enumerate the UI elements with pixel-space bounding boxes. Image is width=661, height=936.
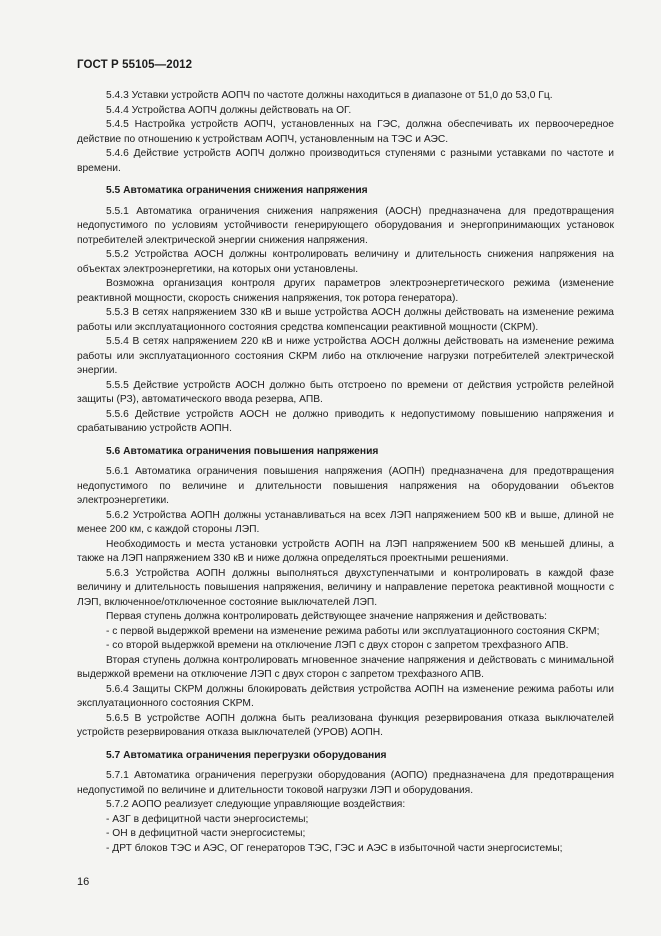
page-number: 16 [77, 876, 90, 888]
list-item-first-delay: - с первой выдержкой времени на изменение режима работы или эксплуатационного состояния СКРМ; [106, 625, 600, 637]
paragraph-5-6-2: 5.6.2 Устройства АОПН должны устанавливаться на всех ЛЭП напряжением 500 кВ и выше, длиной не менее 200 км, с каждой стороны ЛЭП. [77, 509, 614, 535]
section-heading-5-6: 5.6 Автоматика ограничения повышения напряжения [106, 445, 379, 457]
paragraph-5-4-3: 5.4.3 Уставки устройств АОПЧ по частоте должны находиться в диапазоне от 51,0 до 53,0 Гц. [106, 90, 553, 101]
list-item-drt: - ДРТ блоков ТЭС и АЭС, ОГ генераторов ТЭС, ГЭС и АЭС в избыточной части энергосистемы; [106, 842, 563, 854]
paragraph-5-7-2: 5.7.2 АОПО реализует следующие управляющие воздействия: [106, 799, 406, 810]
list-item-on: - ОН в дефицитной части энергосистемы; [106, 828, 306, 839]
paragraph-5-4-6: 5.4.6 Действие устройств АОПЧ должно производиться ступенями с разными уставками по частоте и времени. [77, 148, 614, 174]
paragraph-5-4-5: 5.4.5 Настройка устройств АОПЧ, установленных на ГЭС, должна обеспечивать их первоочередное действие по отношению к устройствам АОПЧ, установленным на ТЭС и АЭС. [77, 119, 614, 145]
page-header-title: ГОСТ Р 55105—2012 [77, 59, 193, 71]
section-heading-5-7: 5.7 Автоматика ограничения перегрузки оборудования [106, 749, 387, 761]
document-body [77, 89, 614, 856]
paragraph-5-5-3: 5.5.3 В сетях напряжением 330 кВ и выше устройства АОСН должны действовать на изменение режима работы или эксплуатационного состояния средства компенсации реактивной мощности (СКРМ). [77, 307, 614, 333]
paragraph-5-5-2: 5.5.2 Устройства АОСН должны контролировать величину и длительность снижения напряжения на объектах электроэнергетики, на которых они установлены. [77, 249, 614, 275]
paragraph-5-6-1: 5.6.1 Автоматика ограничения повышения напряжения (АОПН) предназначена для предотвращения недопустимого по величине и длительности повышения напряжения на оборудовании объектов электроэнергетики. [77, 466, 614, 506]
paragraph-second-stage: Вторая ступень должна контролировать мгновенное значение напряжения и действовать с минимальной выдержкой времени на отключение ЛЭП с двух сторон с запретом трехфазного АПВ. [77, 654, 614, 680]
paragraph-5-5-5: 5.5.5 Действие устройств АОСН должно быть отстроено по времени от действия устройств релейной защиты (РЗ), автоматического ввода резерва, АПВ. [77, 379, 614, 405]
paragraph-5-5-4: 5.5.4 В сетях напряжением 220 кВ и ниже устройства АОСН должны действовать на изменение режима работы или эксплуатационного состояния СКРМ либо на отключение нагрузки потребителей электрической энергии. [77, 336, 614, 376]
paragraph-5-6-2-note: Необходимость и места установки устройств АОПН на ЛЭП напряжением 500 кВ меньшей длины, а также на ЛЭП напряжением 330 кВ и ниже должна определяться проектными решениями. [77, 538, 614, 564]
paragraph-5-6-5: 5.6.5 В устройстве АОПН должна быть реализована функция резервирования отказа выключателей устройств резервирования отказа выключателей (УРОВ) АОПН. [77, 712, 614, 738]
paragraph-5-6-4: 5.6.4 Защиты СКРМ должны блокировать действия устройства АОПН на изменение режима работы или эксплуатационного состояния СКРМ. [77, 683, 614, 709]
paragraph-first-stage: Первая ступень должна контролировать действующее значение напряжения и действовать: [106, 611, 548, 622]
list-item-azg: - АЗГ в дефицитной части энергосистемы; [106, 813, 309, 825]
paragraph-5-5-1: 5.5.1 Автоматика ограничения снижения напряжения (АОСН) предназначена для предотвращения недопустимого по условиям устойчивости генерирующего оборудования и энергопринимающих установок потребителей электрической энергии снижения напряжения. [77, 205, 614, 246]
paragraph-5-4-4: 5.4.4 Устройства АОПЧ должны действовать на ОГ. [106, 104, 352, 116]
list-item-second-delay: - со второй выдержкой времени на отключение ЛЭП с двух сторон с запретом трехфазного АПВ. [106, 640, 569, 651]
paragraph-5-5-2-note: Возможна организация контроля других параметров электроэнергетического режима (изменение реактивной мощности, скорость снижения напряжения, ток ротора генератора). [77, 278, 614, 304]
paragraph-5-7-1: 5.7.1 Автоматика ограничения перегрузки оборудования (АОПО) предназначена для предотвращения недопустимой по величине и длительности токовой нагрузки ЛЭП и оборудования. [77, 770, 614, 796]
paragraph-5-5-6: 5.5.6 Действие устройств АОСН не должно приводить к недопустимому повышению напряжения и срабатыванию устройств АОПН. [77, 408, 614, 434]
section-heading-5-5: 5.5 Автоматика ограничения снижения напряжения [106, 185, 368, 196]
paragraph-5-6-3: 5.6.3 Устройства АОПН должны выполняться двухступенчатыми и контролировать в каждой фазе величину и длительность повышения напряжения, величину и направление перетока реактивной мощности с ЛЭП, включенное/отключенное состояние выключателей ЛЭП. [77, 567, 614, 608]
